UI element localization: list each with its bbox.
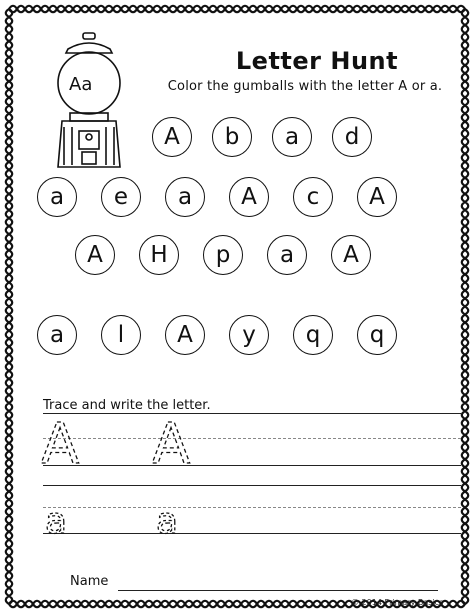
gumball[interactable]: l (101, 315, 141, 355)
trace-letter-upper-1[interactable] (39, 416, 81, 466)
writing-line-top (43, 413, 461, 414)
trace-letter-lower-1[interactable] (41, 507, 71, 535)
gumball[interactable]: q (293, 315, 333, 355)
gumball[interactable]: A (331, 235, 371, 275)
writing-line-mid (43, 438, 461, 439)
gumball[interactable]: H (139, 235, 179, 275)
svg-text:A: A (151, 416, 191, 466)
svg-text:a: a (44, 507, 68, 535)
instructions: Color the gumballs with the letter A or a. (167, 79, 443, 94)
name-label: Name (70, 574, 109, 589)
writing-line-mid (43, 507, 461, 508)
writing-line-base[interactable] (43, 533, 461, 534)
gumball[interactable]: a (272, 117, 312, 157)
gumball[interactable]: A (357, 177, 397, 217)
trace-letter-upper-2[interactable] (150, 416, 192, 466)
trace-letter-lower-2[interactable] (152, 507, 182, 535)
page-title: Letter Hunt (235, 47, 399, 75)
copyright: © 2014 Primary Basics (351, 598, 444, 607)
worksheet (15, 13, 459, 607)
writing-line-base[interactable] (43, 465, 461, 466)
gumball[interactable]: d (332, 117, 372, 157)
name-field[interactable] (118, 590, 438, 591)
gumball[interactable]: q (357, 315, 397, 355)
gumball[interactable]: a (37, 177, 77, 217)
gumball[interactable]: A (229, 177, 269, 217)
gumball[interactable]: A (75, 235, 115, 275)
gumball[interactable]: A (165, 315, 205, 355)
gumball[interactable]: a (165, 177, 205, 217)
gumball[interactable]: A (152, 117, 192, 157)
gumball[interactable]: a (37, 315, 77, 355)
logo-letters: Aa (69, 74, 93, 95)
gumball-machine-icon (52, 31, 126, 171)
trace-heading: Trace and write the letter. (43, 398, 211, 413)
gumball[interactable]: y (229, 315, 269, 355)
writing-line-top (43, 485, 461, 486)
gumball[interactable]: a (267, 235, 307, 275)
svg-text:a: a (155, 507, 179, 535)
svg-text:A: A (40, 416, 80, 466)
gumball[interactable]: e (101, 177, 141, 217)
gumball[interactable]: c (293, 177, 333, 217)
gumball[interactable]: p (203, 235, 243, 275)
gumball[interactable]: b (212, 117, 252, 157)
